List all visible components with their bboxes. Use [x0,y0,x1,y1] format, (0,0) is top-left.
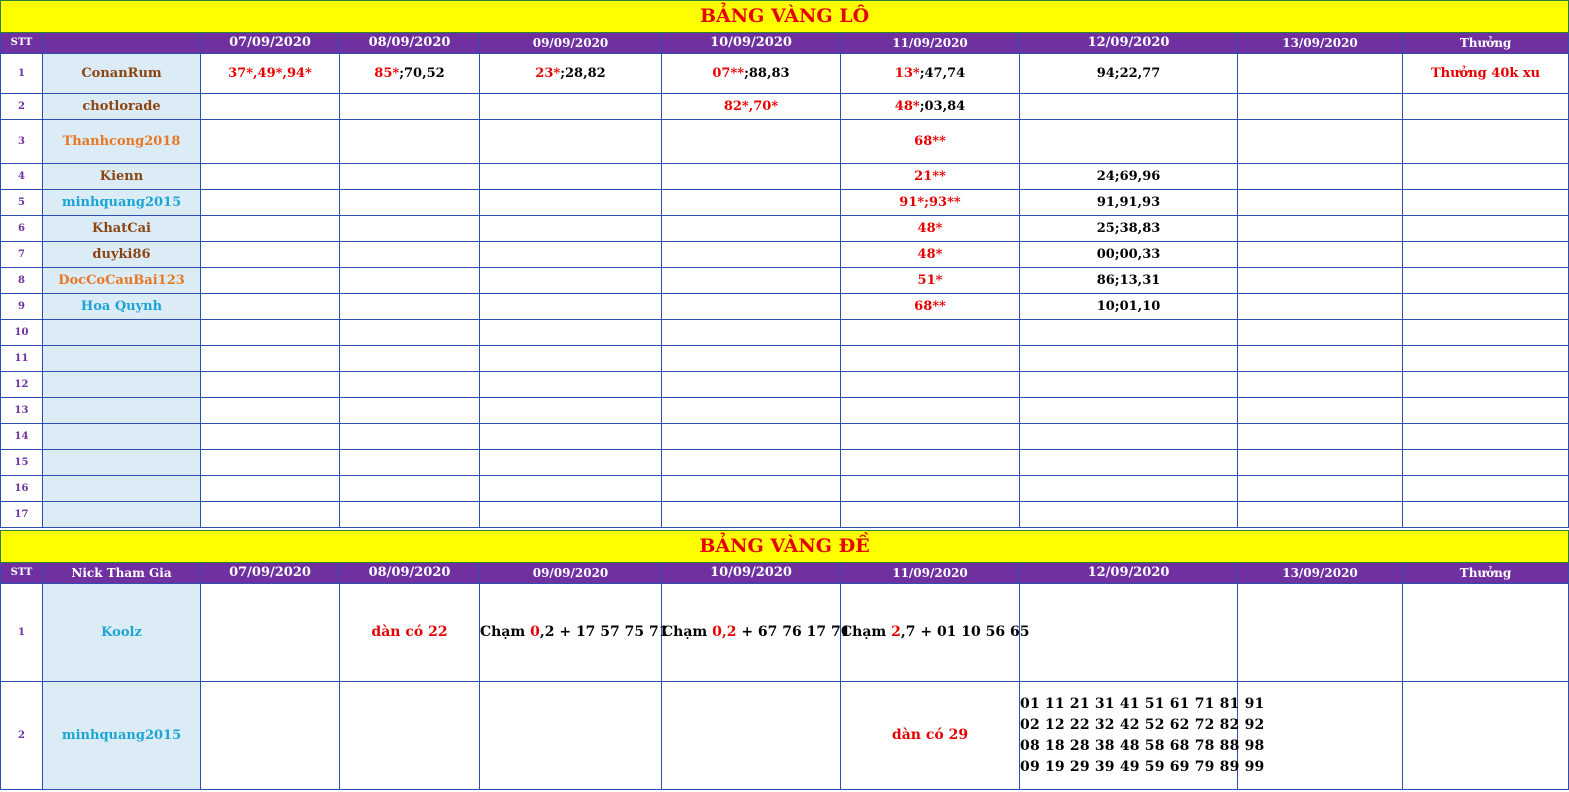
lo-cell [841,320,1020,346]
lo-cell [480,398,662,424]
lo-cell [662,120,841,164]
lo-cell [1238,54,1403,94]
table-row [1,190,1569,216]
lo-hit: 82*,70* [723,98,779,114]
row-number: 14 [1,424,43,450]
lo-cell [340,346,480,372]
lo-cell [1020,242,1238,268]
table-row [1,476,1569,502]
reward-cell [1403,398,1569,424]
nick-name: minhquang2015 [43,682,201,790]
lo-cell [1020,476,1238,502]
row-number: 17 [1,502,43,528]
lo-cell [201,502,340,528]
lo-cell [1238,476,1403,502]
lo-cell [201,346,340,372]
lo-cell [201,320,340,346]
de-header-nick: Nick Tham Gia [43,563,201,584]
lo-cell [1020,424,1238,450]
reward-cell [1403,682,1569,790]
lo-cell [841,54,1020,94]
nick-name: Hoa Quynh [43,294,201,320]
lo-cell [662,424,841,450]
lo-cell [480,120,662,164]
lo-cell [480,54,662,94]
lo-hit: 85* [374,65,400,81]
row-number: 13 [1,398,43,424]
lo-cell [662,268,841,294]
lo-cell [480,94,662,120]
lo-cell [201,268,340,294]
lo-cell [1020,94,1238,120]
table-row [1,372,1569,398]
de-header-date: 10/09/2020 [662,563,841,584]
de-cell [201,584,340,682]
table-row [1,584,1569,682]
dan-list [1020,694,1265,778]
lo-cell [1020,268,1238,294]
reward-cell [1403,242,1569,268]
lo-cell [841,346,1020,372]
lo-cell [201,450,340,476]
lo-miss: 10;01,10 [1096,298,1161,314]
cham-numbers: + 67 76 17 71 [736,624,851,641]
lo-cell [201,120,340,164]
row-number: 9 [1,294,43,320]
de-table [0,530,1569,790]
table-row [1,424,1569,450]
lo-miss: 00;00,33 [1096,246,1161,262]
row-number: 1 [1,54,43,94]
nick-name [43,450,201,476]
lo-cell [340,476,480,502]
lo-cell [841,398,1020,424]
lo-cell [340,190,480,216]
lo-miss: ;88,83 [744,65,790,81]
nick-name: ConanRum [43,54,201,94]
reward-cell [1403,476,1569,502]
lo-cell [201,476,340,502]
lo-cell [662,94,841,120]
nick-name [43,372,201,398]
lo-cell [1020,190,1238,216]
lo-cell [841,268,1020,294]
lo-cell [841,242,1020,268]
lo-cell [841,502,1020,528]
row-number: 12 [1,372,43,398]
de-cell [662,584,851,682]
lo-cell [1238,398,1403,424]
lo-cell [1238,190,1403,216]
row-number: 2 [1,682,43,790]
reward-cell [1403,216,1569,242]
nick-name [43,346,201,372]
lo-cell [340,120,480,164]
de-header-date: 11/09/2020 [841,563,1020,584]
lo-hit: 48* [894,98,920,114]
lo-cell [841,294,1020,320]
de-header-date: 13/09/2020 [1238,563,1403,584]
reward-cell [1403,502,1569,528]
row-number: 10 [1,320,43,346]
lo-cell [841,372,1020,398]
table-row [1,346,1569,372]
dan-line: 08 18 28 38 48 58 68 78 88 98 [1020,737,1265,754]
table-row [1,268,1569,294]
dan-line: 02 12 22 32 42 52 62 72 82 92 [1020,716,1265,733]
de-cell [201,682,340,790]
lo-cell [1020,398,1238,424]
table-row [1,398,1569,424]
lo-cell [1020,320,1238,346]
lo-cell [1020,120,1238,164]
table-row [1,216,1569,242]
lo-cell [201,94,340,120]
table-row [1,682,1569,790]
lo-cell [340,54,480,94]
lo-title: BẢNG VÀNG LÔ [1,1,1569,33]
reward-cell [1403,268,1569,294]
lo-header-stt: STT [1,33,43,54]
de-header-reward: Thưởng [1403,563,1569,584]
lo-cell [340,450,480,476]
nick-name: Koolz [43,584,201,682]
lo-cell [340,216,480,242]
lo-miss: 86;13,31 [1096,272,1161,288]
row-number: 3 [1,120,43,164]
lo-cell [662,164,841,190]
lo-miss: ;03,84 [919,98,966,114]
lo-cell [841,94,1020,120]
table-row [1,320,1569,346]
lo-miss: ;70,52 [399,65,445,81]
lo-cell [841,216,1020,242]
lo-cell [480,164,662,190]
lo-cell [1020,502,1238,528]
de-header-date: 08/09/2020 [340,563,480,584]
cham-label: Chạm [662,624,713,641]
lo-cell [480,320,662,346]
lo-cell [662,242,841,268]
lo-cell [1238,294,1403,320]
lo-cell [340,398,480,424]
row-number: 2 [1,94,43,120]
lo-cell [201,294,340,320]
lo-hit: 48* [917,220,943,236]
table-row [1,164,1569,190]
lo-cell [841,424,1020,450]
reward-cell [1403,346,1569,372]
cham-numbers: ,7 + 01 10 56 65 [900,624,1030,641]
table-row [1,294,1569,320]
dan-line: 01 11 21 31 41 51 61 71 81 91 [1020,695,1265,712]
row-number: 11 [1,346,43,372]
lo-cell [480,190,662,216]
lo-cell [841,476,1020,502]
lo-cell [1020,164,1238,190]
lo-cell [340,502,480,528]
lo-cell [662,502,841,528]
de-title: BẢNG VÀNG ĐỀ [1,531,1569,563]
de-header-date: 09/09/2020 [480,563,662,584]
reward-cell: Thưởng 40k xu [1403,54,1569,94]
lo-cell [1020,372,1238,398]
nick-name [43,476,201,502]
lo-hit: 13* [894,65,920,81]
de-cell [1238,584,1403,682]
row-number: 8 [1,268,43,294]
lo-cell [340,164,480,190]
reward-cell [1403,450,1569,476]
lo-cell [480,424,662,450]
lo-miss: 25;38,83 [1096,220,1161,236]
lo-miss: ;47,74 [919,65,966,81]
de-cell [841,584,1030,682]
de-cell [340,682,480,790]
nick-name: Thanhcong2018 [43,120,201,164]
lo-cell [201,398,340,424]
nick-name: KhatCai [43,216,201,242]
cham-label: Chạm [841,624,892,641]
reward-cell [1403,372,1569,398]
lo-cell [340,268,480,294]
lo-cell [1238,216,1403,242]
nick-name [43,424,201,450]
de-header-stt: STT [1,563,43,584]
lo-cell [662,190,841,216]
lo-cell [1238,268,1403,294]
lo-miss: 94;22,77 [1096,65,1161,81]
lo-hit: 51* [917,272,943,288]
row-number: 6 [1,216,43,242]
cham-digit: 2 [891,624,901,641]
lo-cell [201,242,340,268]
reward-cell [1403,190,1569,216]
row-number: 5 [1,190,43,216]
row-number: 7 [1,242,43,268]
lo-cell [662,398,841,424]
lo-cell [841,120,1020,164]
lo-hit: 37*,49*,94* [228,65,312,81]
table-row [1,450,1569,476]
table-row [1,54,1569,94]
cham-numbers: ,2 + 17 57 75 71 [539,624,669,641]
lo-cell [1238,346,1403,372]
de-header-date: 12/09/2020 [1020,563,1238,584]
reward-cell [1403,320,1569,346]
lo-cell [662,54,841,94]
reward-cell [1403,424,1569,450]
lo-header-date: 09/09/2020 [480,33,662,54]
lo-header-date: 13/09/2020 [1238,33,1403,54]
lo-cell [662,450,841,476]
lo-cell [1238,164,1403,190]
lo-cell [1020,450,1238,476]
nick-name: chotlorade [43,94,201,120]
lo-cell [841,450,1020,476]
lo-cell [841,164,1020,190]
lo-cell [201,54,340,94]
lo-cell [201,216,340,242]
lo-cell [662,216,841,242]
lo-cell [1020,54,1238,94]
lo-header-date: 07/09/2020 [201,33,340,54]
lo-cell [480,476,662,502]
lo-cell [1020,346,1238,372]
cham-digit: 0,2 [712,624,737,641]
lo-header-date: 11/09/2020 [841,33,1020,54]
lo-hit: 07** [712,65,745,81]
lo-cell [662,346,841,372]
row-number: 15 [1,450,43,476]
lo-cell [201,190,340,216]
lo-cell [340,372,480,398]
lo-hit: 21** [914,168,946,184]
nick-name: Kienn [43,164,201,190]
lo-cell [662,294,841,320]
lo-cell [1238,320,1403,346]
lo-cell [480,294,662,320]
lo-cell [340,294,480,320]
lo-cell [662,372,841,398]
lo-cell [340,94,480,120]
de-cell: dàn có 22 [340,584,480,682]
de-cell [480,584,669,682]
lo-cell [480,242,662,268]
reward-cell [1403,94,1569,120]
lo-header-date: 12/09/2020 [1020,33,1238,54]
dan-cell [1020,682,1265,790]
lo-cell [480,450,662,476]
table-row [1,94,1569,120]
lo-header-reward: Thưởng [1403,33,1569,54]
lo-cell [201,424,340,450]
lo-cell [340,320,480,346]
cham-digit: 0 [530,624,540,641]
nick-name: DocCoCauBai123 [43,268,201,294]
lo-cell [480,346,662,372]
row-number: 4 [1,164,43,190]
nick-name [43,398,201,424]
lo-cell [1238,450,1403,476]
nick-name: minhquang2015 [43,190,201,216]
reward-cell [1403,164,1569,190]
lo-miss: 24;69,96 [1096,168,1161,184]
nick-name: duyki86 [43,242,201,268]
dan-line: 09 19 29 39 49 59 69 79 89 99 [1020,758,1265,775]
lo-cell [340,424,480,450]
lo-cell [662,320,841,346]
de-cell [1020,584,1238,682]
lo-cell [201,372,340,398]
lo-cell [1238,424,1403,450]
de-cell [480,682,662,790]
lo-miss: ;28,82 [560,65,606,81]
de-cell: dàn có 29 [841,682,1020,790]
lo-cell [1238,120,1403,164]
table-row [1,242,1569,268]
lo-hit: 91*;93** [899,194,961,210]
lo-miss: 91,91,93 [1096,194,1161,210]
nick-name [43,320,201,346]
lo-cell [1238,94,1403,120]
reward-cell [1403,584,1569,682]
de-header-date: 07/09/2020 [201,563,340,584]
lo-header-date: 08/09/2020 [340,33,480,54]
lo-hit: 68** [914,133,946,149]
lo-header-date: 10/09/2020 [662,33,841,54]
lo-cell [201,164,340,190]
de-cell [662,682,841,790]
lo-cell [841,190,1020,216]
reward-cell [1403,294,1569,320]
cham-label: Chạm [480,624,531,641]
lo-cell [480,502,662,528]
row-number: 1 [1,584,43,682]
reward-cell [1403,120,1569,164]
lo-header-nick [43,33,201,54]
nick-name [43,502,201,528]
lo-cell [480,268,662,294]
lo-cell [1020,216,1238,242]
lo-cell [1238,372,1403,398]
lo-hit: 68** [914,298,946,314]
lo-cell [340,242,480,268]
row-number: 16 [1,476,43,502]
lo-cell [480,216,662,242]
lo-hit: 23* [535,65,561,81]
table-row [1,120,1569,164]
lo-cell [1238,242,1403,268]
lo-cell [480,372,662,398]
lo-cell [1238,502,1403,528]
table-row [1,502,1569,528]
lo-cell [1020,294,1238,320]
lo-hit: 48* [917,246,943,262]
lo-cell [662,476,841,502]
